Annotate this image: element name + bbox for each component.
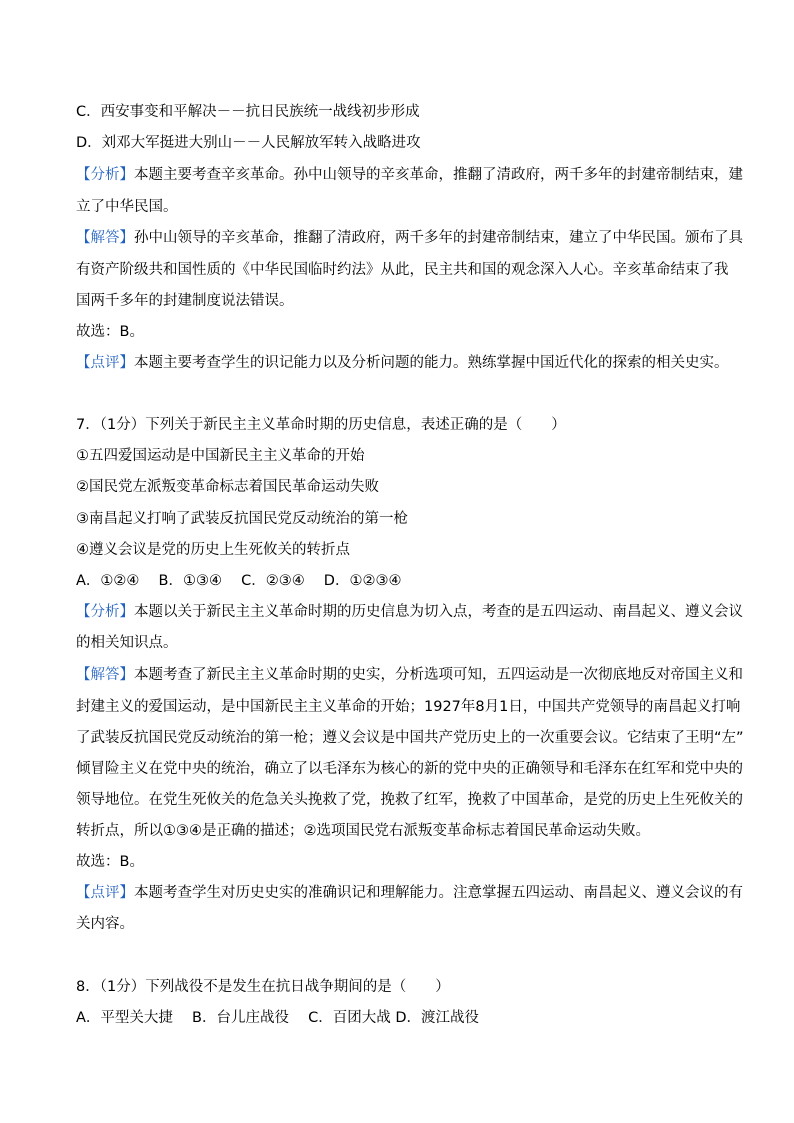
- answer-text: 孙中山领导的辛亥革命，推翻了清政府，两千多年的封建帝制结束，建立了中华民国。颁布了具: [134, 230, 743, 246]
- q7-answer-line-3: 了武装反抗国民党反动统治的第一枪；遵义会议是中国共产党历史上的一次重要会议。它结束了王明“左”: [76, 730, 744, 746]
- q7-item-2: ②国民党左派叛变革命标志着国民革命运动失败: [76, 479, 379, 495]
- q7-options: A．①②④ B．①③④ C．②③④ D．①②③④: [76, 573, 402, 589]
- q7-analysis-line-2: 的相关知识点。: [76, 635, 178, 651]
- q7-comment-line-2: 关内容。: [76, 916, 134, 932]
- q7-answer-line: [76, 665, 743, 685]
- q7-analysis-line: [76, 602, 743, 622]
- q8-options: A．平型关大捷 B．台儿庄战役 C．百团大战 D．渡江战役: [76, 1010, 479, 1026]
- q7-item-3: ③南昌起义打响了武装反抗国民党反动统治的第一枪: [76, 511, 408, 527]
- q7-item-1: ①五四爱国运动是中国新民主主义革命的开始: [76, 448, 365, 464]
- answer-text: 本题考查了新民主主义革命时期的史实，分析选项可知，五四运动是一次彻底地反对帝国主义和: [134, 667, 743, 683]
- answer-tag: 【解答】: [76, 667, 134, 683]
- q6-option-d: D．刘邓大军挺进大别山－－人民解放军转入战略进攻: [76, 135, 421, 151]
- q7-answer-line-4: 倾冒险主义在党中央的统治，确立了以毛泽东为核心的新的党中央的正确领导和毛泽东在红军和党中央的: [76, 761, 743, 777]
- comment-text: 本题考查学生对历史史实的准确识记和理解能力。注意掌握五四运动、南昌起义、遵义会议的有: [134, 885, 743, 901]
- q7-item-4: ④遵义会议是党的历史上生死攸关的转折点: [76, 542, 350, 558]
- q7-comment-line: [76, 883, 743, 903]
- q6-answer-line-2: 有资产阶级共和国性质的《中华民国临时约法》从此，民主共和国的观念深入人心。辛亥革命结束了我: [76, 262, 729, 278]
- comment-tag: 【点评】: [76, 885, 134, 901]
- analysis-tag: 【分析】: [76, 167, 134, 183]
- q7-stem: 7．（1分）下列关于新民主主义革命时期的历史信息，表述正确的是（ ）: [76, 417, 566, 433]
- q6-analysis-line: [76, 165, 743, 185]
- comment-text: 本题主要考查学生的识记能力以及分析问题的能力。熟练掌握中国近代化的探索的相关史实。: [134, 355, 729, 371]
- comment-tag: 【点评】: [76, 355, 134, 371]
- analysis-text: 本题主要考查辛亥革命。孙中山领导的辛亥革命，推翻了清政府，两千多年的封建帝制结束，建: [134, 167, 743, 183]
- q6-answer-line-3: 国两千多年的封建制度说法错误。: [76, 293, 294, 309]
- q7-answer-line-5: 领导地位。在党生死攸关的危急关头挽救了党，挽救了红军，挽救了中国革命，是党的历史上生死攸关的: [76, 792, 743, 808]
- q6-answer-line: [76, 228, 743, 248]
- answer-tag: 【解答】: [76, 230, 134, 246]
- q6-analysis-line-2: 立了中华民国。: [76, 199, 178, 215]
- q7-answer-line-2: 封建主义的爱国运动，是中国新民主主义革命的开始；1927年8月1日，中国共产党领导的南昌起义打响: [76, 699, 741, 715]
- q7-answer-line-6: 转折点，所以①③④是正确的描述；②选项国民党右派叛变革命标志着国民革命运动失败。: [76, 823, 650, 839]
- q6-option-c: C．西安事变和平解决－－抗日民族统一战线初步形成: [76, 104, 420, 120]
- q8-stem: 8．（1分）下列战役不是发生在抗日战争期间的是（ ）: [76, 979, 450, 995]
- q6-comment-line: [76, 353, 729, 373]
- q6-choice: 故选：B。: [76, 324, 144, 340]
- analysis-tag: 【分析】: [76, 604, 134, 620]
- analysis-text: 本题以关于新民主主义革命时期的历史信息为切入点，考查的是五四运动、南昌起义、遵义会议: [134, 604, 743, 620]
- q7-choice: 故选：B。: [76, 854, 144, 870]
